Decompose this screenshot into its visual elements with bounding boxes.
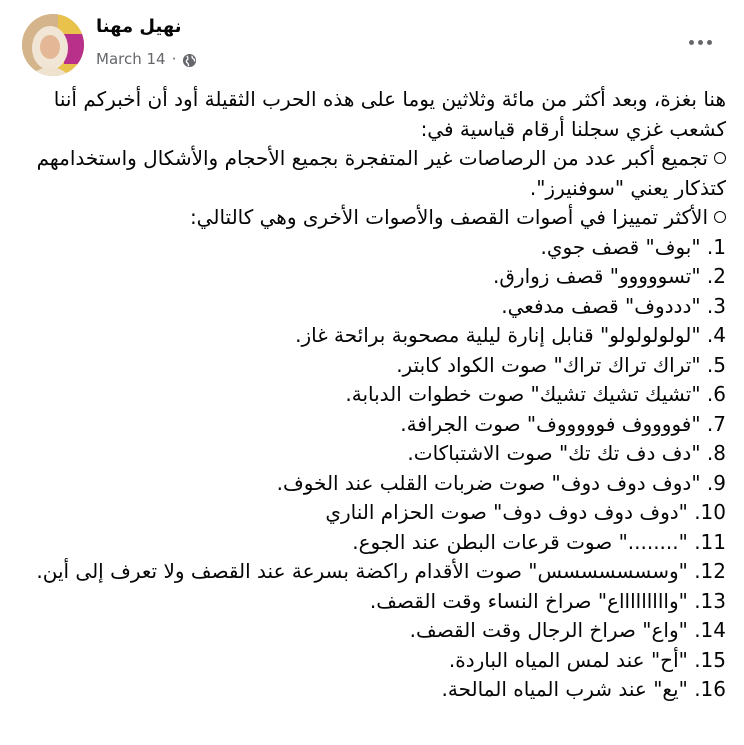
item-text: "تشيك تشيك تشيك" صوت خطوات الدبابة. <box>345 382 701 406</box>
item-text: "دوف دوف دوف" صوت ضربات القلب عند الخوف. <box>276 470 701 495</box>
more-options-button[interactable] <box>680 26 720 58</box>
item-text: "........" صوت قرعات البطن عند الجوع. <box>352 529 688 554</box>
post-meta <box>96 48 197 70</box>
list-item <box>20 292 726 322</box>
item-text: "واع" صراخ الرجال وقت القصف. <box>409 618 688 642</box>
globe-icon[interactable] <box>182 52 197 67</box>
item-number: 3. <box>706 293 726 318</box>
item-text: "دوف دوف دوف دوف" صوت الحزام الناري <box>325 500 688 524</box>
list-item <box>20 587 726 617</box>
item-number: 11. <box>694 529 726 554</box>
list-item <box>20 321 726 351</box>
avatar[interactable] <box>22 14 84 76</box>
item-text: "يع" عند شرب المياه المالحة. <box>441 677 688 701</box>
list-item <box>20 469 726 499</box>
meta-separator: · <box>171 50 177 68</box>
item-number: 5. <box>706 352 726 377</box>
post-date[interactable]: March 14 <box>96 50 166 68</box>
post-header <box>0 0 744 82</box>
list-item <box>20 262 726 292</box>
list-item <box>20 528 726 558</box>
list-item <box>20 557 726 587</box>
item-text: "تراك تراك تراك" صوت الكواد كابتر. <box>396 352 701 377</box>
list-item <box>20 616 726 646</box>
list-item <box>20 351 726 381</box>
more-options-icon-dot <box>698 40 703 45</box>
item-text: "واااااااااع" صراخ النساء وقت القصف. <box>369 588 688 613</box>
bullet-item <box>20 144 726 203</box>
post-body <box>20 85 726 705</box>
bullet-text: تجميع أكبر عدد من الرصاصات غير المتفجرة بجميع الأحجام والأشكال واستخدامهم كتذكار يعني "سوفنيرز". <box>36 146 726 200</box>
item-number: 6. <box>706 382 726 406</box>
item-text: "دف دف تك تك" صوت الاشتباكات. <box>407 441 701 465</box>
item-text: "تسووووو" قصف زوارق. <box>493 264 701 288</box>
list-item <box>20 410 726 440</box>
item-text: "فووووف فوووووف" صوت الجرافة. <box>400 411 701 436</box>
author-name[interactable]: نهيل مهنا <box>96 16 182 37</box>
item-number: 2. <box>706 264 726 288</box>
item-number: 16. <box>694 677 726 701</box>
list-item <box>20 646 726 676</box>
hollow-circle-bullet-icon <box>714 152 726 164</box>
item-number: 4. <box>706 323 726 347</box>
item-number: 15. <box>694 647 726 672</box>
list-item <box>20 675 726 705</box>
item-number: 10. <box>694 500 726 524</box>
bullet-item <box>20 203 726 233</box>
item-number: 1. <box>706 234 726 259</box>
list-item <box>20 498 726 528</box>
list-item <box>20 380 726 410</box>
post-intro: هنا بغزة، وبعد أكثر من مائة وثلاثين يوما على هذه الحرب الثقيلة أود أن أخبركم أننا كشعب غزي سجلنا أرقام قياسية في: <box>53 87 726 141</box>
list-item <box>20 233 726 263</box>
item-text: "دددوف" قصف مدفعي. <box>501 293 701 318</box>
item-text: "بوف" قصف جوي. <box>540 234 701 259</box>
item-number: 8. <box>706 441 726 465</box>
list-item <box>20 439 726 469</box>
item-number: 7. <box>706 411 726 436</box>
sounds-list <box>20 233 726 705</box>
bullet-text: الأكثر تمييزا في أصوات القصف والأصوات الأخرى وهي كالتالي: <box>189 205 708 229</box>
hollow-circle-bullet-icon <box>714 211 726 223</box>
item-number: 12. <box>694 559 726 583</box>
more-options-icon <box>689 40 694 45</box>
item-text: "لولولولولو" قنابل إنارة ليلية مصحوبة برائحة غاز. <box>295 323 701 347</box>
item-text: "وسسسسسسس" صوت الأقدام راكضة بسرعة عند القصف ولا تعرف إلى أين. <box>36 559 688 583</box>
item-text: "أح" عند لمس المياه الباردة. <box>448 647 688 672</box>
item-number: 14. <box>694 618 726 642</box>
avatar-image <box>22 14 84 76</box>
item-number: 13. <box>694 588 726 613</box>
item-number: 9. <box>706 470 726 495</box>
more-options-icon-dot <box>707 40 712 45</box>
